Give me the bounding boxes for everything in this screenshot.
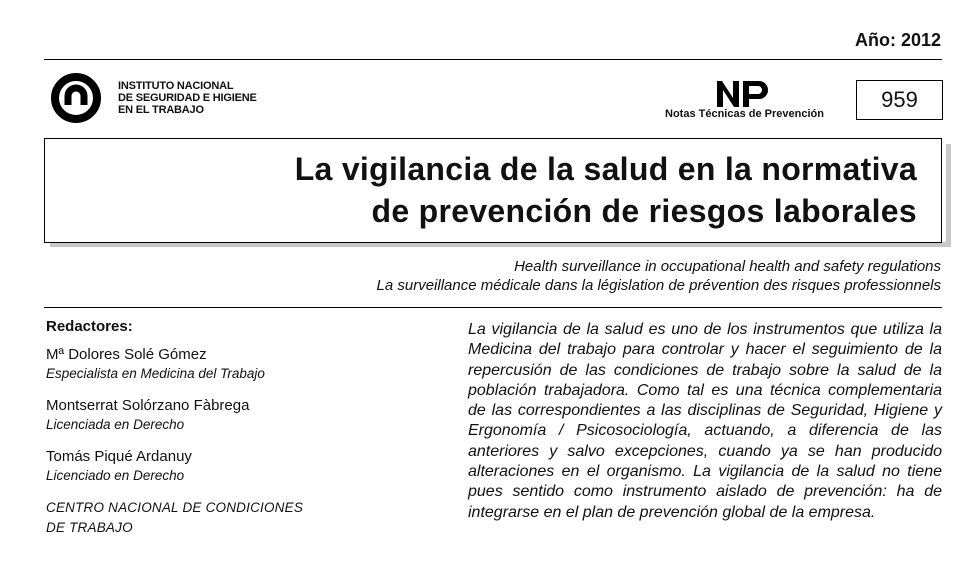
np-logo xyxy=(716,78,772,108)
institute-line: INSTITUTO NACIONAL xyxy=(118,80,234,92)
document-title xyxy=(295,148,917,232)
institute-line: EN EL TRABAJO xyxy=(118,104,204,116)
abstract: La vigilancia de la salud es uno de los instrumentos que utiliza la Medicina del trabajo para controlar y hacer el seguimiento de la repercusión de las condiciones de trabajo sobre la salud de la población trabajadora. Como tal es una técnica complementaria de las correspondientes a las disciplinas de Seguridad, Higiene y Ergonomía / Psicosociología, actuando, a diferencia de las anteriores y salvo excepciones, cuando ya se han producido alteraciones en el organismo. La vigilancia de la salud no tiene pues sentido como instrumento aislado de prevención: ha de integrarse en el plan de prevención global de la empresa. xyxy=(468,321,942,521)
institute-line: DE SEGURIDAD E HIGIENE xyxy=(118,92,257,104)
author-name: Mª Dolores Solé Gómez xyxy=(46,346,207,363)
author-name: Tomás Piqué Ardanuy xyxy=(46,448,192,465)
author-role: Licenciado en Derecho xyxy=(46,468,185,483)
title-box-shadow xyxy=(946,144,951,246)
translated-titles xyxy=(377,257,942,295)
institute-name xyxy=(118,80,257,116)
publication-year: Año: 2012 xyxy=(854,30,941,50)
french-title: La surveillance médicale dans la législation de prévention des risques professionnels xyxy=(376,277,941,294)
section-rule xyxy=(44,307,942,308)
center-line: DE TRABAJO xyxy=(46,520,133,535)
top-rule xyxy=(44,59,942,60)
note-number: 959 xyxy=(856,80,943,120)
author-role: Licenciada en Derecho xyxy=(46,417,185,432)
series-name: Notas Técnicas de Prevención xyxy=(665,108,824,120)
title-line: de prevención de riesgos laborales xyxy=(371,193,917,229)
title-line: La vigilancia de la salud en la normativa xyxy=(294,151,917,187)
authors-heading: Redactores: xyxy=(46,318,133,335)
insht-logo xyxy=(50,72,102,124)
author-role: Especialista en Medicina del Trabajo xyxy=(46,366,265,381)
english-title: Health surveillance in occupational health and safety regulations xyxy=(514,258,941,275)
authors-block xyxy=(46,318,446,538)
center-line: CENTRO NACIONAL DE CONDICIONES xyxy=(46,500,304,515)
author-name: Montserrat Solórzano Fàbrega xyxy=(46,397,250,414)
